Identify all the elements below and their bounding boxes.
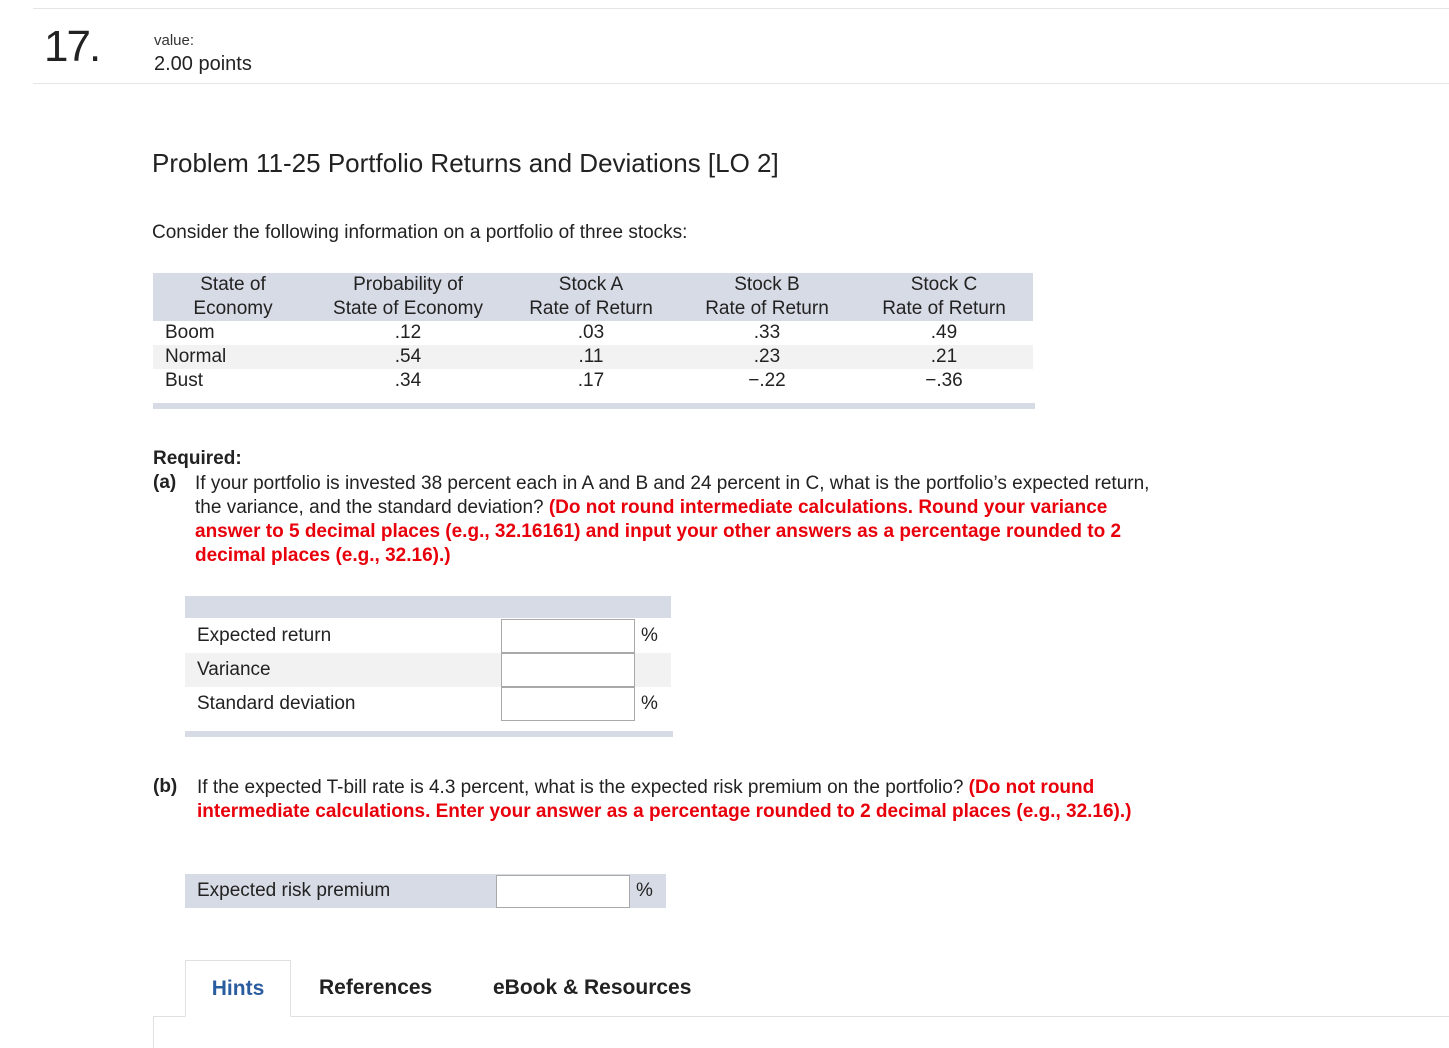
col-header-stock-a: Stock A Rate of Return bbox=[503, 273, 679, 321]
part-b-instruction: (Do not round intermediate calculations. Enter your answer as a percentage rounded to 2 decimal places (e.g., 32.16).) bbox=[197, 777, 1132, 822]
risk-premium-row bbox=[185, 874, 666, 908]
expected-return-label: Expected return bbox=[197, 625, 332, 646]
expected-return-input[interactable] bbox=[501, 619, 635, 653]
risk-premium-label: Expected risk premium bbox=[197, 880, 391, 901]
std-dev-label: Standard deviation bbox=[197, 693, 356, 714]
table-cell: .12 bbox=[394, 322, 422, 343]
table-header-row bbox=[153, 273, 1033, 321]
percent-unit: % bbox=[636, 880, 653, 901]
problem-intro: Consider the following information on a portfolio of three stocks: bbox=[152, 222, 688, 243]
stock-returns-table bbox=[153, 273, 1033, 393]
table-row bbox=[153, 345, 1033, 369]
top-divider bbox=[33, 8, 1449, 9]
answer-table-header bbox=[185, 596, 671, 618]
variance-input[interactable] bbox=[501, 653, 635, 687]
value-points: 2.00 points bbox=[154, 53, 252, 75]
part-b-letter: (b) bbox=[153, 776, 178, 797]
table-cell: Boom bbox=[165, 322, 215, 343]
col-header-stock-c: Stock C Rate of Return bbox=[855, 273, 1033, 321]
table-cell: −.22 bbox=[748, 370, 786, 391]
table-cell: Normal bbox=[153, 345, 313, 369]
expected-return-row bbox=[185, 619, 671, 653]
table-cell: −.36 bbox=[925, 370, 963, 391]
variance-label: Variance bbox=[197, 659, 271, 680]
part-b-question bbox=[197, 776, 1147, 824]
col-header-state: State of Economy bbox=[153, 273, 313, 321]
part-a-question bbox=[195, 472, 1155, 568]
problem-title: Problem 11-25 Portfolio Returns and Deviations [LO 2] bbox=[152, 148, 779, 178]
col-header-stock-b: Stock B Rate of Return bbox=[679, 273, 855, 321]
required-label: Required: bbox=[153, 448, 242, 469]
question-number: 17. bbox=[44, 22, 100, 71]
table-footer-bar bbox=[153, 403, 1035, 409]
col-header-probability: Probability of State of Economy bbox=[313, 273, 503, 321]
percent-unit: % bbox=[641, 693, 658, 714]
table-row bbox=[153, 321, 1033, 345]
tab-references[interactable]: References bbox=[319, 976, 433, 999]
tab-ebook-resources[interactable]: eBook & Resources bbox=[493, 976, 692, 999]
part-b-text: If the expected T-bill rate is 4.3 percent, what is the expected risk premium on the portfolio? bbox=[197, 777, 964, 798]
table-cell: .17 bbox=[577, 370, 605, 391]
table-cell: .23 bbox=[679, 345, 855, 369]
table-row bbox=[153, 369, 1033, 393]
answer-table-footer bbox=[185, 731, 673, 737]
std-dev-input[interactable] bbox=[501, 687, 635, 721]
table-cell: .34 bbox=[394, 370, 422, 391]
variance-row bbox=[185, 653, 671, 687]
part-a-text: If your portfolio is invested 38 percent each in A and B and 24 percent in C, what is the portfolio’s expected return, the variance, and the standard deviation? bbox=[195, 473, 1150, 518]
table-cell: .21 bbox=[855, 345, 1033, 369]
table-cell: .49 bbox=[930, 322, 958, 343]
table-cell: Bust bbox=[165, 370, 204, 391]
table-cell: .54 bbox=[313, 345, 503, 369]
header-divider bbox=[33, 83, 1449, 84]
table-cell: .33 bbox=[753, 322, 781, 343]
tab-hints[interactable]: Hints bbox=[185, 960, 291, 1017]
value-label: value: bbox=[154, 32, 195, 49]
tab-panel-edge bbox=[153, 1016, 154, 1048]
part-a-instruction: (Do not round intermediate calculations. Round your variance answer to 5 decimal places (e.g., 32.16161) and input your other answers as a percentage rounded to 2 decimal places (e.g., 32.16).) bbox=[195, 497, 1122, 566]
table-cell: .03 bbox=[577, 322, 605, 343]
risk-premium-input[interactable] bbox=[496, 875, 630, 908]
part-a-letter: (a) bbox=[153, 472, 177, 493]
table-cell: .11 bbox=[503, 345, 679, 369]
std-dev-row bbox=[185, 687, 671, 721]
percent-unit: % bbox=[641, 625, 658, 646]
